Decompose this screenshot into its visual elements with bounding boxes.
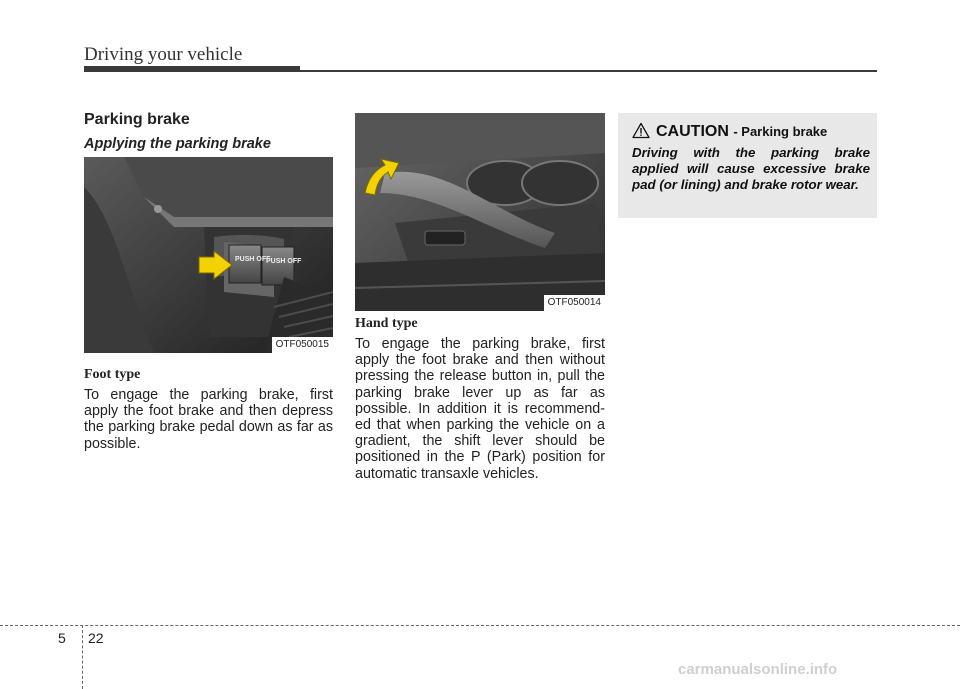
section-heading: Parking brake [84,111,190,128]
page-header-title: Driving your vehicle [84,44,243,65]
foot-figure-code: OTF050015 [272,337,333,353]
foot-type-text: To engage the parking brake, first apply the foot brake and then depress the parking brake pedal down as far as possible. [84,387,333,452]
footer-divider [82,625,83,689]
hand-type-text: To engage the parking brake, first apply the foot brake and then without pressing the release button in, pull the parking brake lever up as far as possible. In addition it is recommend-ed that when parking the vehicle on a gradient, the shift lever should be positioned in the P (Park) position for automatic transaxle vehicles. [355,336,605,482]
hand-figure-code: OTF050014 [544,295,605,311]
hand-type-title: Hand type [355,316,418,331]
header-rule-thin [300,70,877,72]
foot-type-title: Foot type [84,367,141,382]
caution-word: CAUTION [656,123,729,140]
caution-text: Driving with the parking brake applied will cause excessive brake pad (or lining) and brake rotor wear. [632,145,870,192]
watermark: carmanualsonline.info [678,661,838,678]
pedal-label-left: PUSH OFF [235,256,271,263]
footer-rule [0,625,960,626]
hand-brake-figure [355,113,605,311]
chapter-number: 5 [58,630,66,646]
warning-triangle-icon [632,122,650,139]
subsection-heading: Applying the parking brake [84,136,271,152]
header-rule-thick [84,66,300,72]
hand-brake-illustration [355,113,605,311]
page-number: 22 [88,630,104,646]
foot-brake-illustration [84,157,333,353]
foot-brake-figure [84,157,333,353]
caution-heading [632,122,827,141]
caution-topic: - Parking brake [733,124,828,139]
caution-box [618,113,877,218]
pedal-label-right: PUSH OFF [266,258,302,265]
